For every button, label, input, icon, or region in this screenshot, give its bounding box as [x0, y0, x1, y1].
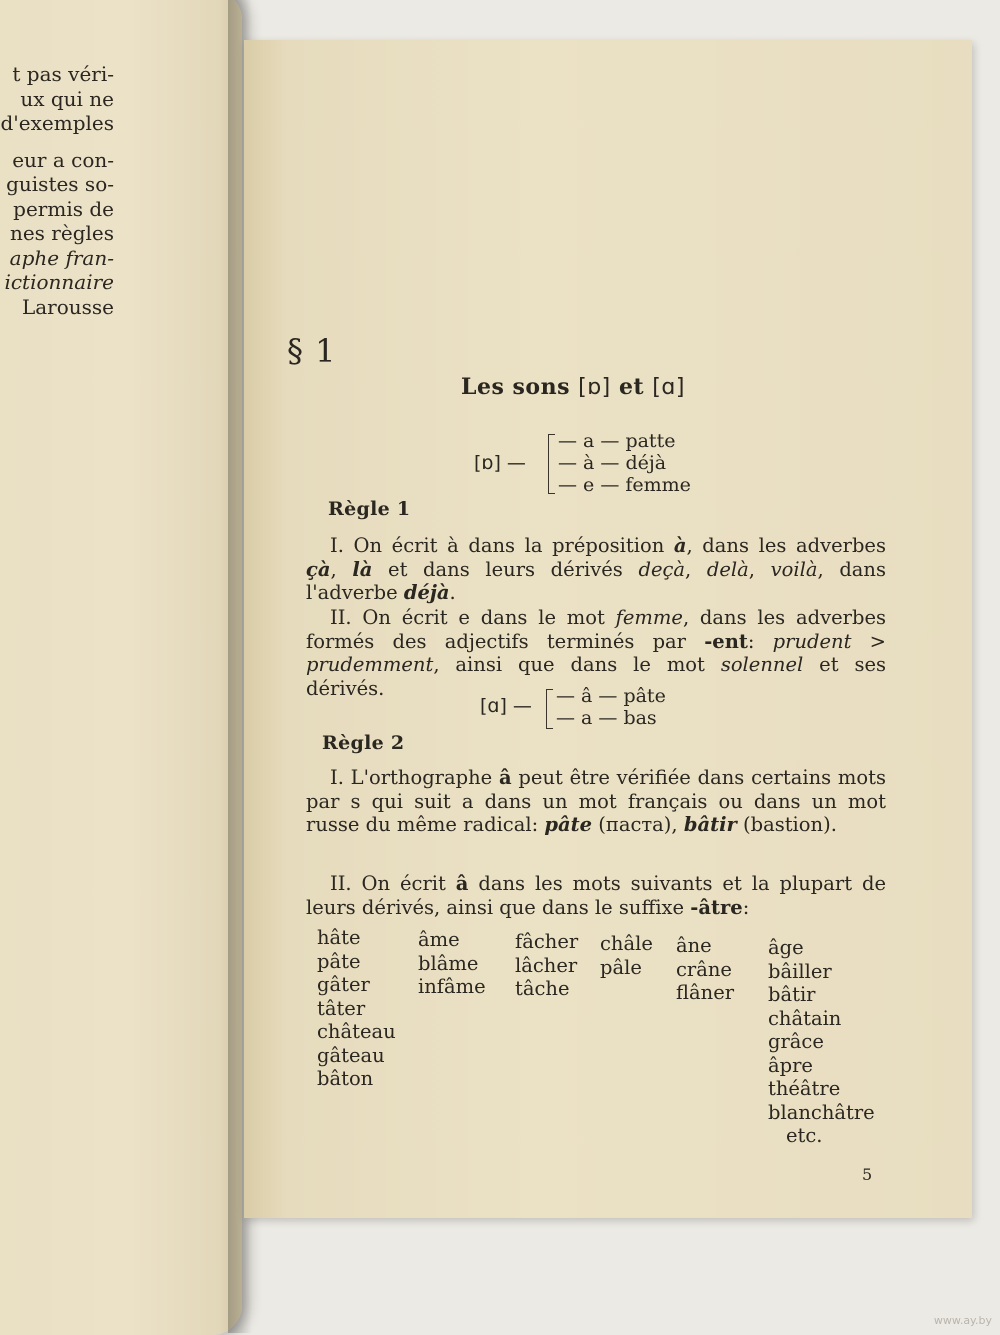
text-run: , — [685, 557, 707, 581]
rule-1-paragraph-1 — [306, 534, 886, 605]
scheme-sound-label: [ɑ] — — [480, 695, 532, 717]
scheme-sound-label: [ɒ] — — [474, 452, 526, 474]
text-run: voilà — [770, 557, 818, 581]
text-run: solennel — [720, 653, 804, 676]
text-run: : — [742, 895, 750, 919]
word: bâton — [317, 1067, 374, 1090]
left-page — [0, 0, 242, 1335]
text-run: â — [455, 872, 469, 895]
text-run: II. On écrit — [330, 872, 456, 895]
left-line: nes règles — [9, 221, 114, 245]
word: hâte — [317, 926, 361, 949]
word: flâner — [676, 981, 735, 1004]
word-column-3 — [515, 930, 578, 1001]
text-run: , — [748, 557, 771, 581]
left-line: t pas véri- — [12, 62, 114, 86]
text-run: -ent — [704, 629, 748, 653]
bracket — [548, 434, 549, 494]
word: etc. — [786, 1124, 823, 1147]
word-column-4 — [600, 932, 653, 979]
text-run: , dans l'adverbe — [306, 557, 886, 604]
scheme-sound-2 — [480, 685, 700, 735]
page-number: 5 — [862, 1165, 873, 1184]
text-run: , ainsi que dans le mot — [433, 653, 721, 676]
rule-2-paragraph-1 — [306, 766, 886, 837]
text-run: là — [352, 557, 373, 581]
text-run: I. On écrit à dans la préposition — [330, 534, 674, 557]
word: infâme — [418, 975, 486, 998]
word: pâte — [317, 949, 361, 973]
text-run: prudent > prudemment — [306, 629, 886, 676]
left-line: aphe fran- — [9, 245, 114, 270]
left-line: Larousse — [21, 294, 114, 319]
scheme-sound-1 — [474, 430, 714, 500]
watermark: www.ay.by — [933, 1314, 992, 1327]
section-title-mid: et — [618, 374, 645, 400]
word: crâne — [676, 957, 732, 981]
text-run: à — [673, 534, 687, 557]
text-run: déjà — [403, 581, 450, 604]
word: châtain — [768, 1006, 842, 1030]
text-run: -âtre — [690, 895, 743, 919]
left-line-gap — [0, 136, 114, 148]
word-column-6 — [768, 936, 875, 1148]
word-column-2 — [418, 928, 486, 999]
text-run: (bastion). — [736, 813, 837, 836]
word: bâiller — [768, 959, 832, 983]
word: gâter — [317, 973, 370, 996]
sound-symbol-2: [ɑ] — [652, 375, 685, 400]
text-run: : — [747, 629, 773, 653]
bracket — [546, 689, 547, 729]
word: âne — [676, 934, 712, 957]
sound-symbol-1: [ɒ] — [578, 375, 611, 400]
left-page-text — [0, 62, 114, 319]
word: châle — [600, 932, 653, 955]
text-run: , dans les adverbes formés des adjectifs terminés par — [306, 606, 887, 653]
left-line: eur a con- — [12, 147, 114, 172]
word: tâter — [317, 996, 366, 1020]
word: lâcher — [515, 953, 578, 977]
text-run: , dans les adverbes — [686, 534, 886, 557]
text-run: et dans leurs dérivés — [372, 557, 639, 581]
word: fâcher — [515, 930, 579, 953]
text-run: et ses dérivés. — [306, 653, 887, 700]
text-run: . — [449, 581, 456, 604]
scheme-row: — e — femme — [558, 474, 691, 496]
section-title — [461, 374, 685, 400]
text-run: pâte — [544, 813, 593, 836]
text-run: â — [499, 766, 512, 789]
word: âme — [418, 928, 460, 951]
text-run: delà — [706, 557, 749, 581]
left-line: ictionnaire — [4, 270, 114, 294]
word: théâtre — [768, 1077, 841, 1100]
word: grâce — [768, 1030, 824, 1053]
text-run: dans les mots suivants et la plupart de leurs dérivés, ainsi que dans le suffixe — [306, 872, 886, 919]
right-page — [244, 40, 972, 1218]
left-line: permis de — [13, 196, 114, 221]
text-run: , — [330, 557, 353, 581]
text-run: I. L'orthographe — [330, 766, 499, 789]
scheme-row: — a — bas — [556, 707, 657, 729]
rule-1-heading: Règle 1 — [328, 498, 411, 520]
text-run: çà — [306, 557, 331, 581]
word: âge — [768, 936, 804, 959]
word: château — [317, 1020, 396, 1043]
word: gâteau — [317, 1043, 385, 1067]
left-line: guistes so- — [6, 172, 114, 196]
rule-2-paragraph-2 — [306, 872, 886, 919]
text-run: peut être vérifiée dans certains mots par s qui suit a dans un mot français ou dans un mot russe du même radical: — [306, 766, 886, 836]
section-number: § 1 — [287, 332, 337, 370]
text-run: deçà — [638, 557, 686, 581]
word: blâme — [418, 951, 479, 975]
word-column-5 — [676, 934, 734, 1005]
text-run: II. On écrit e dans le mot — [330, 606, 616, 629]
word-table — [244, 926, 972, 1156]
left-line: ux qui ne — [20, 86, 114, 111]
text-run: (паста), — [592, 813, 684, 836]
word: tâche — [515, 977, 570, 1000]
scheme-row: — a — patte — [558, 430, 676, 452]
text-run: femme — [615, 606, 683, 629]
scheme-row: — â — pâte — [556, 685, 666, 707]
word: âpre — [768, 1053, 813, 1077]
word: blanchâtre — [768, 1100, 875, 1124]
section-title-prefix: Les sons — [461, 374, 570, 400]
word: pâle — [600, 955, 642, 979]
left-line: d'exemples — [0, 111, 114, 135]
word: bâtir — [768, 983, 816, 1006]
scheme-row: — à — déjà — [558, 452, 667, 474]
text-run: bâtir — [683, 813, 737, 836]
rule-2-heading: Règle 2 — [322, 732, 405, 754]
word-column-1 — [317, 926, 396, 1091]
